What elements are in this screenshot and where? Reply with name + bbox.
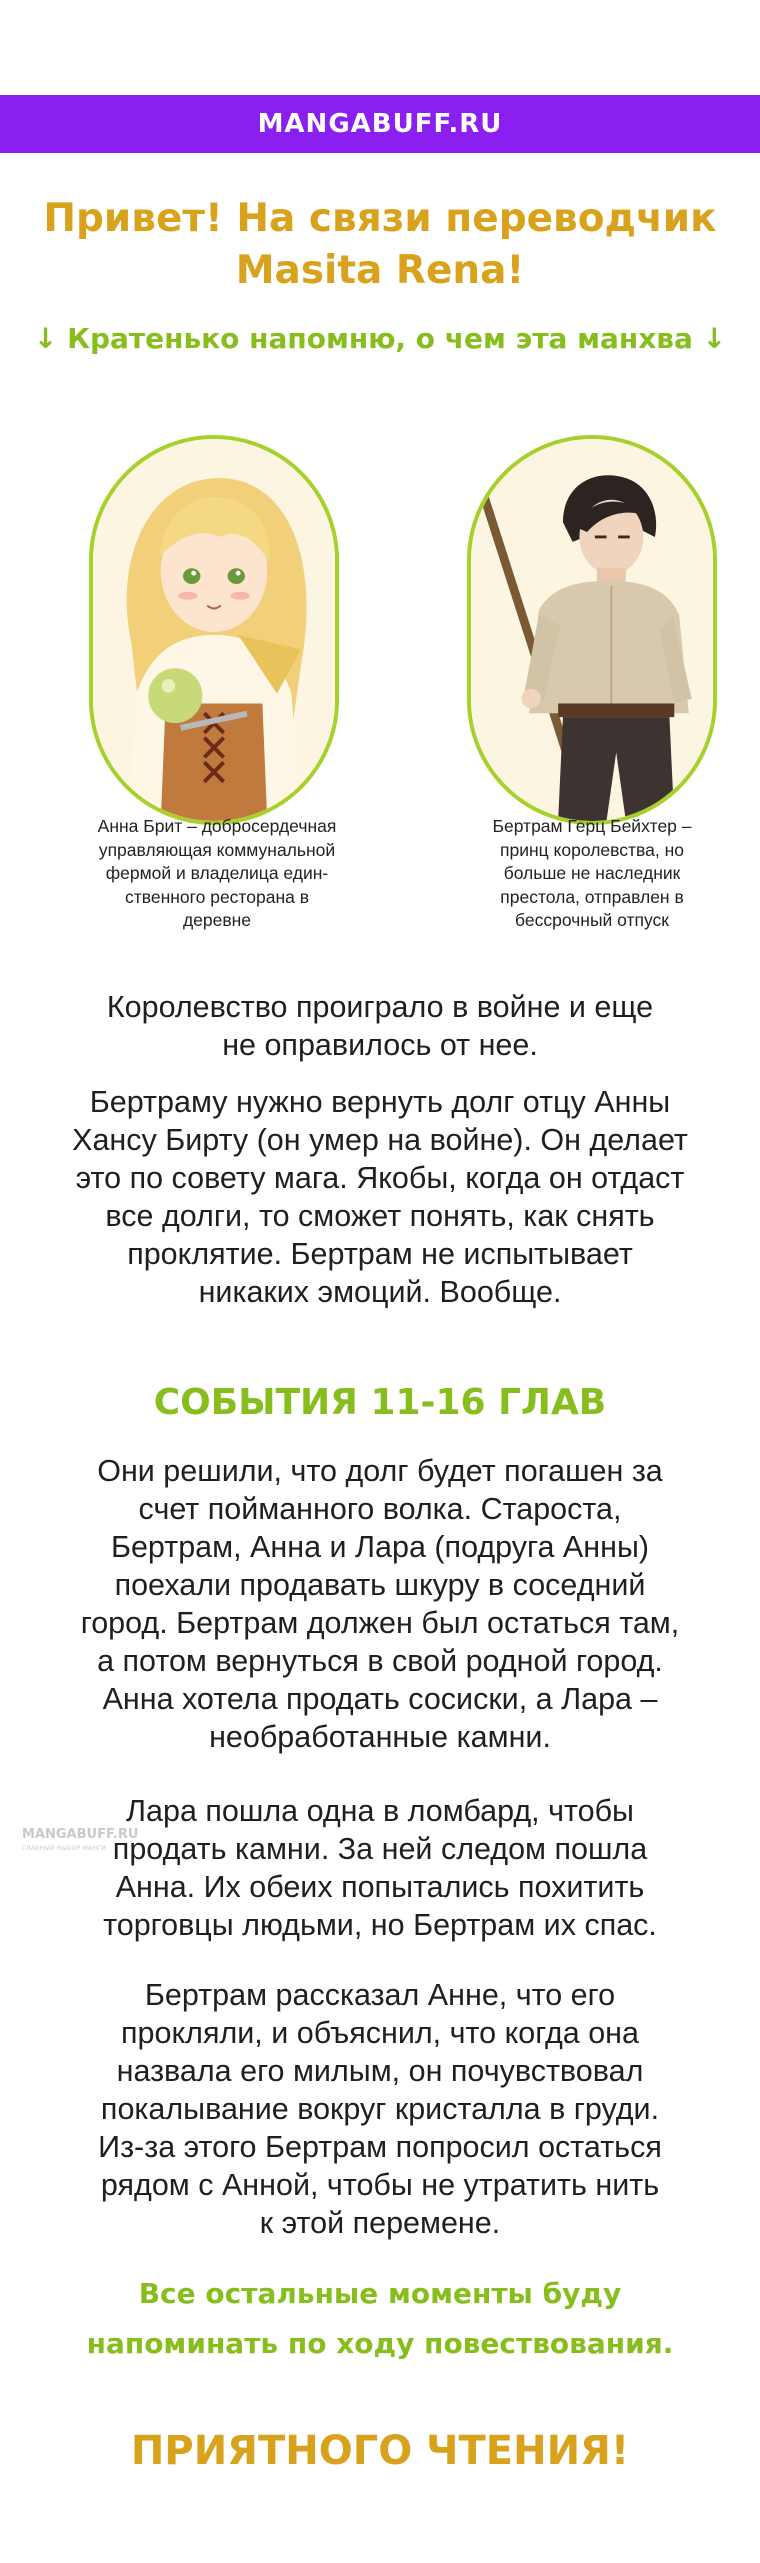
text-line: счет пойманного волка. Староста, bbox=[138, 1492, 622, 1526]
text-line: не оправилось от нее. bbox=[222, 1028, 538, 1062]
text-line: рядом с Анной, чтобы не утратить нить bbox=[100, 2168, 660, 2202]
text-line: поехали продавать шкуру в соседний bbox=[114, 1568, 646, 1602]
caption-line: принц королевства, но bbox=[500, 839, 684, 860]
text-line: Анна. Их обеих попытались похитить bbox=[115, 1870, 645, 1904]
footer-note-line2: напоминать по ходу повествования. bbox=[86, 2327, 674, 2360]
text-line: Анна хотела продать сосиски, а Лара – bbox=[102, 1682, 658, 1716]
anna-caption bbox=[77, 815, 357, 933]
text-line: а потом вернуться в свой родной город. bbox=[97, 1644, 663, 1678]
intro-subtitle: ↓ Кратенько напомню, о чем эта манхва ↓ bbox=[33, 322, 727, 355]
bertram-caption bbox=[452, 815, 732, 933]
text-line: никаких эмоций. Вообще. bbox=[198, 1275, 562, 1309]
caption-line: больше не наследник bbox=[503, 863, 681, 883]
events-paragraph-1 bbox=[60, 1452, 700, 1756]
text-line: это по совету мага. Якобы, когда он отдаст bbox=[75, 1161, 685, 1195]
events-paragraph-3 bbox=[60, 1976, 700, 2242]
text-line: Бертрам, Анна и Лара (подруга Анны) bbox=[110, 1530, 650, 1564]
intro-title-line1: Привет! На связи переводчик bbox=[43, 196, 717, 241]
text-line: Бертрам рассказал Анне, что его bbox=[144, 1978, 616, 2012]
site-name: MANGABUFF.RU bbox=[257, 109, 503, 139]
events-paragraph-2 bbox=[60, 1792, 700, 1944]
bertram-illustration bbox=[471, 439, 713, 821]
caption-line: престола, отправлен в bbox=[500, 886, 684, 907]
text-line: Из-за этого Бертрам попросил остаться bbox=[98, 2130, 662, 2164]
text-line: Хансу Бирту (он умер на войне). Он делает bbox=[72, 1123, 688, 1157]
bertram-portrait bbox=[467, 435, 717, 825]
text-line: торговцы людьми, но Бертрам их спас. bbox=[103, 1908, 657, 1942]
caption-line: ственного ресторана в bbox=[124, 886, 310, 907]
watermark-subtext: ГЛАВНЫЙ ВЫБОР МАНГИ bbox=[22, 1845, 107, 1852]
text-line: все долги, то сможет понять, как снять bbox=[105, 1199, 655, 1233]
text-line: проклятие. Бертрам не испытывает bbox=[127, 1237, 633, 1271]
caption-line: Анна Брит – добросердечная bbox=[97, 816, 337, 836]
events-heading: СОБЫТИЯ 11-16 ГЛАВ bbox=[153, 1382, 607, 1423]
text-line: Лара пошла одна в ломбард, чтобы bbox=[126, 1794, 634, 1828]
caption-line: деревне bbox=[182, 910, 252, 930]
text-line: Они решили, что долг будет погашен за bbox=[97, 1454, 663, 1488]
text-line: продать камни. За ней следом пошла bbox=[112, 1832, 648, 1866]
text-line: город. Бертрам должен был остаться там, bbox=[80, 1606, 680, 1640]
caption-line: бессрочный отпуск bbox=[515, 910, 669, 930]
summary-paragraph-1 bbox=[60, 988, 700, 1064]
text-line: к этой перемене. bbox=[259, 2206, 501, 2240]
text-line: Бертраму нужно вернуть долг отцу Анны bbox=[89, 1085, 671, 1119]
text-line: Королевство проиграло в войне и еще bbox=[106, 990, 654, 1024]
caption-line: фермой и владелица един- bbox=[105, 863, 329, 883]
text-line: прокляли, и объяснил, что когда она bbox=[121, 2016, 639, 2050]
caption-line: управляющая коммунальной bbox=[98, 839, 336, 860]
footer-note-line1: Все остальные моменты буду bbox=[138, 2277, 622, 2310]
intro-title-line2: Masita Rena! bbox=[235, 248, 525, 293]
text-line: покалывание вокруг кристалла в груди. bbox=[100, 2092, 660, 2126]
caption-line: Бертрам Герц Бейхтер – bbox=[492, 816, 692, 836]
watermark-text: MANGABUFF.RU bbox=[22, 1827, 139, 1842]
watermark bbox=[22, 1828, 138, 1856]
anna-illustration bbox=[93, 439, 335, 821]
anna-portrait bbox=[89, 435, 339, 825]
text-line: необработанные камни. bbox=[209, 1720, 551, 1754]
site-banner bbox=[0, 95, 760, 153]
text-line: назвала его милым, он почувствовал bbox=[116, 2054, 644, 2088]
closing-text: ПРИЯТНОГО ЧТЕНИЯ! bbox=[130, 2428, 630, 2474]
summary-paragraph-2 bbox=[60, 1083, 700, 1311]
